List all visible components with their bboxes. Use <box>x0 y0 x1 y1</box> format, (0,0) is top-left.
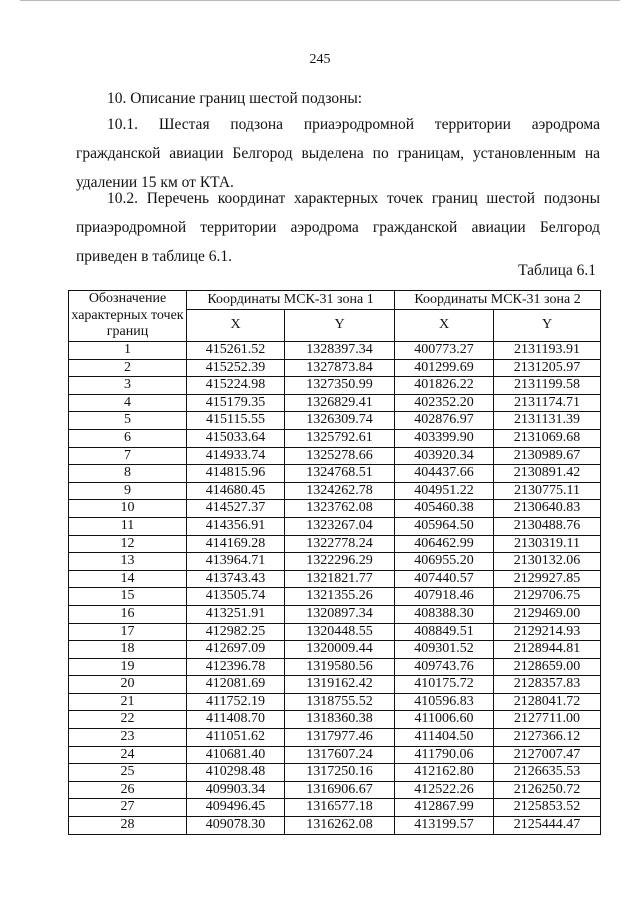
table-row <box>69 729 601 747</box>
cell-zone1-x: 409496.45 <box>187 799 285 817</box>
cell-zone2-y: 2126635.53 <box>494 764 601 782</box>
paragraph-10-2: 10.2. Перечень координат характерных точек границ шестой подзоны приаэродромной территории аэродрома гражданской авиации Белгород приведен в таблице 6.1. <box>76 190 600 265</box>
cell-zone2-y: 2126250.72 <box>494 781 601 799</box>
table-row <box>69 623 601 641</box>
cell-point-id: 10 <box>69 500 187 518</box>
cell-point-id: 16 <box>69 605 187 623</box>
cell-zone1-y: 1320897.34 <box>285 605 395 623</box>
cell-zone1-x: 413964.71 <box>187 553 285 571</box>
cell-zone2-y: 2125444.47 <box>494 817 601 835</box>
cell-zone2-y: 2129706.75 <box>494 588 601 606</box>
cell-zone1-x: 415261.52 <box>187 342 285 360</box>
table-row <box>69 799 601 817</box>
column-header-zone1-x: X <box>187 310 285 342</box>
cell-zone2-y: 2131205.97 <box>494 359 601 377</box>
cell-zone2-y: 2129214.93 <box>494 623 601 641</box>
table-row <box>69 429 601 447</box>
cell-point-id: 21 <box>69 693 187 711</box>
cell-zone1-y: 1327350.99 <box>285 377 395 395</box>
column-header-zone1: Координаты МСК-31 зона 1 <box>187 291 395 310</box>
cell-point-id: 8 <box>69 465 187 483</box>
scan-top-edge <box>20 0 620 1</box>
cell-zone2-x: 410596.83 <box>395 693 494 711</box>
cell-zone2-x: 409301.52 <box>395 641 494 659</box>
column-header-zone2: Координаты МСК-31 зона 2 <box>395 291 601 310</box>
cell-zone1-x: 414680.45 <box>187 482 285 500</box>
cell-zone2-x: 408849.51 <box>395 623 494 641</box>
cell-zone1-x: 412697.09 <box>187 641 285 659</box>
cell-zone1-x: 409078.30 <box>187 817 285 835</box>
table-row <box>69 553 601 571</box>
cell-zone2-x: 412522.26 <box>395 781 494 799</box>
table-row <box>69 394 601 412</box>
cell-zone2-y: 2130891.42 <box>494 465 601 483</box>
cell-zone1-x: 412081.69 <box>187 676 285 694</box>
cell-zone1-x: 414815.96 <box>187 465 285 483</box>
table-row <box>69 465 601 483</box>
cell-zone1-y: 1322778.24 <box>285 535 395 553</box>
cell-zone2-y: 2128357.83 <box>494 676 601 694</box>
table-row <box>69 482 601 500</box>
cell-zone1-x: 414356.91 <box>187 517 285 535</box>
cell-zone1-y: 1319162.42 <box>285 676 395 694</box>
cell-zone2-x: 401299.69 <box>395 359 494 377</box>
cell-point-id: 14 <box>69 570 187 588</box>
cell-zone1-x: 415033.64 <box>187 429 285 447</box>
cell-zone1-x: 410681.40 <box>187 746 285 764</box>
cell-zone1-y: 1318360.38 <box>285 711 395 729</box>
section-heading: 10. Описание границ шестой подзоны: <box>107 90 363 107</box>
table-row <box>69 447 601 465</box>
cell-zone1-y: 1325792.61 <box>285 429 395 447</box>
table-row <box>69 517 601 535</box>
table-row <box>69 359 601 377</box>
cell-zone2-y: 2129927.85 <box>494 570 601 588</box>
cell-zone2-x: 401826.22 <box>395 377 494 395</box>
cell-zone2-x: 404951.22 <box>395 482 494 500</box>
cell-zone2-x: 410175.72 <box>395 676 494 694</box>
table-row <box>69 342 601 360</box>
table-row <box>69 535 601 553</box>
cell-zone2-y: 2130640.83 <box>494 500 601 518</box>
cell-zone1-y: 1321821.77 <box>285 570 395 588</box>
cell-point-id: 2 <box>69 359 187 377</box>
cell-zone2-y: 2128944.81 <box>494 641 601 659</box>
cell-zone2-y: 2130319.11 <box>494 535 601 553</box>
cell-zone1-y: 1322296.29 <box>285 553 395 571</box>
cell-zone2-x: 406462.99 <box>395 535 494 553</box>
cell-zone1-y: 1316577.18 <box>285 799 395 817</box>
cell-zone1-y: 1317250.16 <box>285 764 395 782</box>
cell-zone2-x: 412867.99 <box>395 799 494 817</box>
table-row <box>69 658 601 676</box>
cell-point-id: 4 <box>69 394 187 412</box>
cell-point-id: 1 <box>69 342 187 360</box>
table-row <box>69 693 601 711</box>
cell-point-id: 15 <box>69 588 187 606</box>
cell-zone2-x: 405460.38 <box>395 500 494 518</box>
cell-zone1-x: 414933.74 <box>187 447 285 465</box>
cell-zone2-y: 2127007.47 <box>494 746 601 764</box>
cell-zone1-y: 1321355.26 <box>285 588 395 606</box>
page-number: 245 <box>309 52 331 67</box>
cell-point-id: 18 <box>69 641 187 659</box>
cell-zone2-x: 406955.20 <box>395 553 494 571</box>
cell-zone1-y: 1326309.74 <box>285 412 395 430</box>
table-row <box>69 605 601 623</box>
cell-zone2-x: 408388.30 <box>395 605 494 623</box>
cell-zone2-y: 2131193.91 <box>494 342 601 360</box>
cell-zone1-x: 415224.98 <box>187 377 285 395</box>
cell-zone1-x: 414169.28 <box>187 535 285 553</box>
table-row <box>69 570 601 588</box>
cell-zone2-x: 403920.34 <box>395 447 494 465</box>
cell-zone1-x: 415179.35 <box>187 394 285 412</box>
cell-zone2-y: 2130989.67 <box>494 447 601 465</box>
cell-zone1-y: 1325278.66 <box>285 447 395 465</box>
table-row <box>69 781 601 799</box>
cell-point-id: 24 <box>69 746 187 764</box>
cell-zone2-x: 411006.60 <box>395 711 494 729</box>
cell-zone1-y: 1323267.04 <box>285 517 395 535</box>
cell-zone2-y: 2131174.71 <box>494 394 601 412</box>
cell-zone2-x: 405964.50 <box>395 517 494 535</box>
cell-zone1-x: 413505.74 <box>187 588 285 606</box>
cell-zone2-y: 2131069.68 <box>494 429 601 447</box>
cell-zone2-y: 2130775.11 <box>494 482 601 500</box>
cell-zone1-x: 413743.43 <box>187 570 285 588</box>
cell-zone1-x: 412396.78 <box>187 658 285 676</box>
table-caption: Таблица 6.1 <box>518 262 596 279</box>
cell-point-id: 5 <box>69 412 187 430</box>
cell-zone1-y: 1324768.51 <box>285 465 395 483</box>
cell-zone2-x: 407918.46 <box>395 588 494 606</box>
cell-zone1-x: 411752.19 <box>187 693 285 711</box>
cell-zone1-x: 409903.34 <box>187 781 285 799</box>
cell-point-id: 13 <box>69 553 187 571</box>
cell-point-id: 28 <box>69 817 187 835</box>
cell-zone2-x: 412162.80 <box>395 764 494 782</box>
cell-zone1-y: 1318755.52 <box>285 693 395 711</box>
cell-point-id: 23 <box>69 729 187 747</box>
cell-zone2-y: 2130488.76 <box>494 517 601 535</box>
cell-zone2-x: 411790.06 <box>395 746 494 764</box>
cell-zone1-y: 1320009.44 <box>285 641 395 659</box>
cell-zone1-y: 1323762.08 <box>285 500 395 518</box>
cell-zone1-y: 1316906.67 <box>285 781 395 799</box>
cell-point-id: 6 <box>69 429 187 447</box>
cell-point-id: 17 <box>69 623 187 641</box>
cell-zone1-x: 415252.39 <box>187 359 285 377</box>
cell-zone2-x: 402352.20 <box>395 394 494 412</box>
cell-zone2-x: 409743.76 <box>395 658 494 676</box>
cell-zone1-y: 1328397.34 <box>285 342 395 360</box>
cell-point-id: 19 <box>69 658 187 676</box>
column-header-zone2-x: X <box>395 310 494 342</box>
table-row <box>69 711 601 729</box>
cell-zone2-y: 2129469.00 <box>494 605 601 623</box>
cell-zone2-y: 2128659.00 <box>494 658 601 676</box>
cell-point-id: 27 <box>69 799 187 817</box>
cell-zone1-x: 411408.70 <box>187 711 285 729</box>
cell-zone2-y: 2128041.72 <box>494 693 601 711</box>
cell-zone2-x: 403399.90 <box>395 429 494 447</box>
cell-point-id: 26 <box>69 781 187 799</box>
table-row <box>69 500 601 518</box>
table-row <box>69 377 601 395</box>
table-row <box>69 588 601 606</box>
table-row <box>69 764 601 782</box>
table-row <box>69 412 601 430</box>
cell-zone2-y: 2130132.06 <box>494 553 601 571</box>
column-header-zone2-y: Y <box>494 310 601 342</box>
cell-zone2-x: 413199.57 <box>395 817 494 835</box>
paragraph-10-1: 10.1. Шестая подзона приаэродромной территории аэродрома гражданской авиации Белгород выделена по границам, установленным на удалении 15 км от КТА. <box>76 116 600 191</box>
column-header-zone1-y: Y <box>285 310 395 342</box>
cell-zone1-x: 410298.48 <box>187 764 285 782</box>
cell-point-id: 11 <box>69 517 187 535</box>
cell-point-id: 3 <box>69 377 187 395</box>
cell-zone2-y: 2131199.58 <box>494 377 601 395</box>
cell-zone1-y: 1324262.78 <box>285 482 395 500</box>
table-row <box>69 676 601 694</box>
coordinates-table <box>68 290 601 835</box>
cell-zone2-y: 2127711.00 <box>494 711 601 729</box>
cell-point-id: 22 <box>69 711 187 729</box>
cell-zone1-x: 415115.55 <box>187 412 285 430</box>
cell-zone2-x: 411404.50 <box>395 729 494 747</box>
cell-zone1-y: 1320448.55 <box>285 623 395 641</box>
cell-zone2-y: 2131131.39 <box>494 412 601 430</box>
cell-zone1-y: 1319580.56 <box>285 658 395 676</box>
table-row <box>69 641 601 659</box>
cell-zone1-x: 411051.62 <box>187 729 285 747</box>
cell-zone2-x: 407440.57 <box>395 570 494 588</box>
cell-zone2-x: 400773.27 <box>395 342 494 360</box>
cell-zone1-y: 1317977.46 <box>285 729 395 747</box>
table-body <box>69 342 601 835</box>
table-row <box>69 817 601 835</box>
cell-point-id: 7 <box>69 447 187 465</box>
cell-zone2-x: 404437.66 <box>395 465 494 483</box>
cell-zone1-x: 413251.91 <box>187 605 285 623</box>
cell-point-id: 12 <box>69 535 187 553</box>
cell-zone1-y: 1327873.84 <box>285 359 395 377</box>
cell-zone1-x: 412982.25 <box>187 623 285 641</box>
cell-zone2-x: 402876.97 <box>395 412 494 430</box>
cell-zone2-y: 2125853.52 <box>494 799 601 817</box>
column-header-point: Обозначение характерных точек границ <box>69 291 187 342</box>
cell-point-id: 20 <box>69 676 187 694</box>
cell-zone2-y: 2127366.12 <box>494 729 601 747</box>
cell-zone1-y: 1317607.24 <box>285 746 395 764</box>
cell-point-id: 25 <box>69 764 187 782</box>
cell-point-id: 9 <box>69 482 187 500</box>
cell-zone1-y: 1316262.08 <box>285 817 395 835</box>
table-row <box>69 746 601 764</box>
cell-zone1-x: 414527.37 <box>187 500 285 518</box>
cell-zone1-y: 1326829.41 <box>285 394 395 412</box>
